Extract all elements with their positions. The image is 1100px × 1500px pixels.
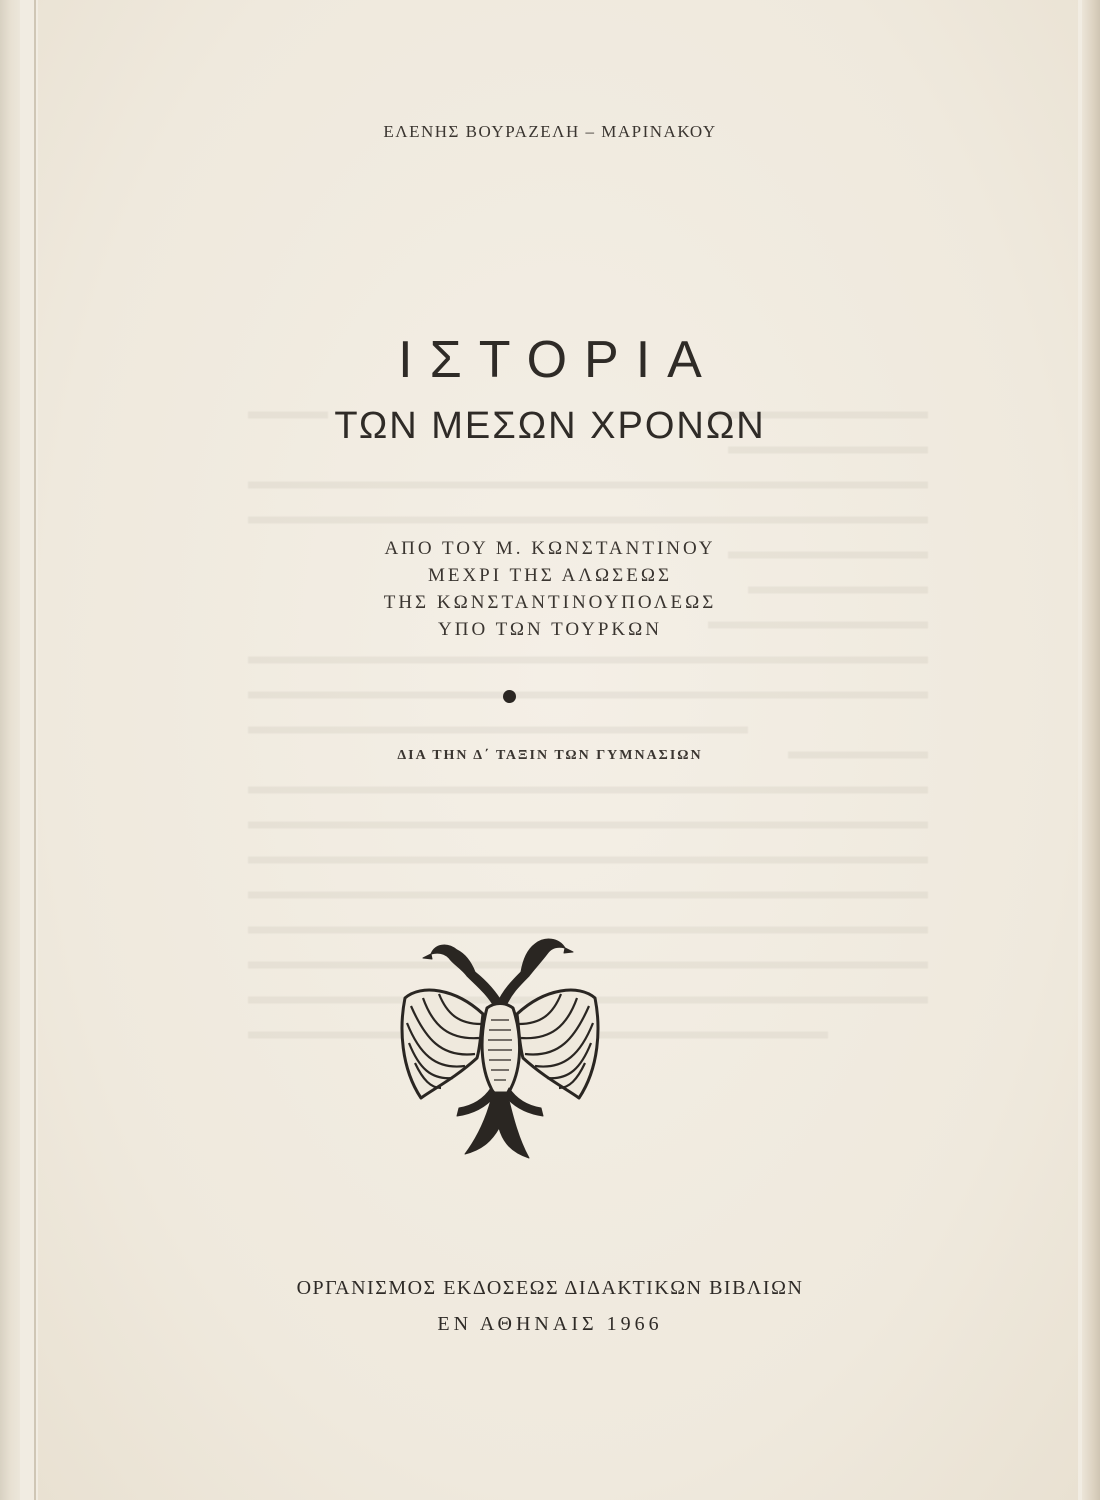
place-and-year: ΕΝ ΑΘΗΝΑΙΣ 1966	[437, 1313, 663, 1335]
publisher-name: ΟΡΓΑΝΙΣΜΟΣ ΕΚΔΟΣΕΩΣ ΔΙΔΑΚΤΙΚΩΝ ΒΙΒΛΙΩΝ	[296, 1277, 804, 1299]
author-name: ΕΛΕΝΗΣ ΒΟΥΡΑΖΕΛΗ – ΜΑΡΙΝΑΚΟΥ	[383, 122, 717, 141]
scope-line: ΜΕΧΡΙ ΤΗΣ ΑΛΩΣΕΩΣ	[427, 565, 673, 586]
grade-line: ΔΙΑ ΤΗΝ Δ΄ ΤΑΞΙΝ ΤΩΝ ΓΥΜΝΑΣΙΩΝ	[397, 748, 703, 763]
double-headed-eagle-icon	[395, 928, 615, 1168]
scope-line: ΥΠΟ ΤΩΝ ΤΟΥΡΚΩΝ	[438, 619, 662, 640]
book-subtitle: ΤΩΝ ΜΕΣΩΝ ΧΡΟΝΩΝ	[334, 405, 766, 447]
book-scope	[0, 535, 1100, 643]
scope-line: ΤΗΣ ΚΩΝΣΤΑΝΤΙΝΟΥΠΟΛΕΩΣ	[383, 592, 717, 613]
book-title: ΙΣΤΟΡΙΑ	[398, 331, 719, 389]
scope-line: ΑΠΟ ΤΟΥ Μ. ΚΩΝΣΤΑΝΤΙΝΟΥ	[384, 538, 716, 559]
ornament-dot	[503, 690, 516, 703]
